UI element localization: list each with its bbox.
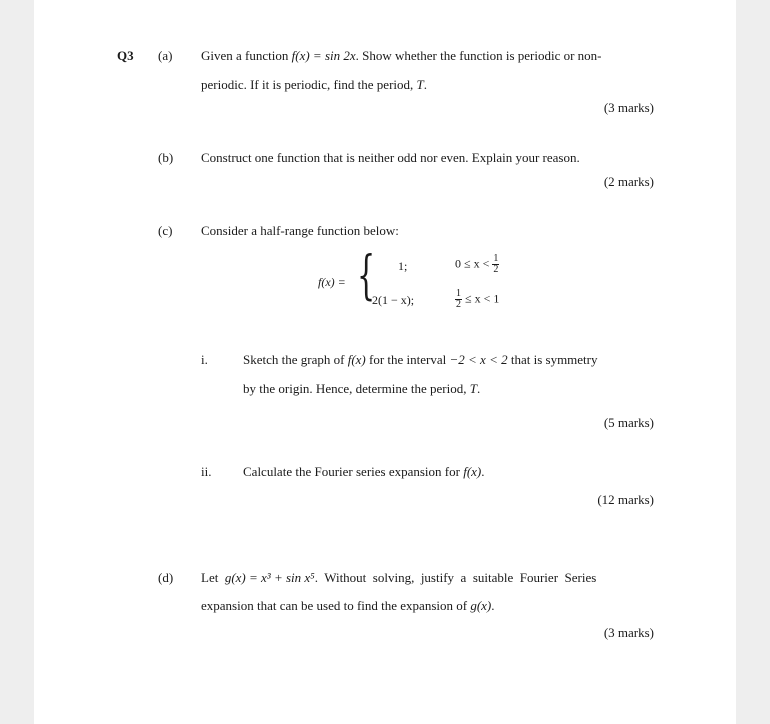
part-a-line1-post: . Show whether the function is periodic or non- — [355, 48, 602, 63]
part-d-line2-function: g(x) — [470, 598, 492, 613]
part-d-marks: (3 marks) — [603, 625, 654, 640]
piece2-fraction-numerator: 1 — [456, 288, 461, 299]
part-c-i-period-symbol: T — [469, 381, 477, 396]
part-a-marks: (3 marks) — [603, 100, 654, 115]
piece2-fraction-denominator: 2 — [456, 299, 461, 310]
piece1-fraction-numerator: 1 — [493, 253, 499, 264]
part-c-i-line2-post: . — [476, 381, 481, 396]
part-a-period-symbol: T — [416, 77, 424, 92]
part-d-line1-pre: Let — [201, 570, 225, 585]
piece1-condition-pre: 0 ≤ x < — [455, 256, 490, 271]
part-c-ii-marks: (12 marks) — [597, 492, 654, 507]
part-d-line2-post: . — [491, 598, 495, 613]
part-c-ii-text — [243, 464, 485, 480]
part-c-i-label: i. — [201, 352, 208, 367]
part-c-i-function: f(x) — [347, 352, 366, 367]
part-b-text: Construct one function that is neither odd nor even. Explain your reason. — [201, 150, 580, 165]
part-a-function: f(x) = sin 2x — [291, 48, 356, 63]
part-c-ii-pre: Calculate the Fourier series expansion for — [243, 464, 464, 479]
part-b-marks: (2 marks) — [603, 174, 654, 189]
piece1-condition — [455, 254, 499, 275]
piece2-fraction — [455, 289, 462, 310]
piece2-condition-post: ≤ x < 1 — [465, 291, 500, 306]
part-c-i-line1-post: that is symmetry — [507, 352, 598, 367]
question-number: Q3 — [117, 48, 134, 63]
part-d-line1-post: . Without solving, justify a suitable Fourier Series — [314, 570, 597, 585]
part-b-label: (b) — [158, 150, 174, 165]
piece1-fraction-denominator: 2 — [493, 264, 499, 275]
part-c-i-marks: (5 marks) — [603, 415, 654, 430]
part-d-line1 — [201, 570, 653, 586]
part-a-line2-pre: periodic. If it is periodic, find the period, — [201, 77, 417, 92]
part-c-ii-post: . — [481, 464, 485, 479]
part-c-intro: Consider a half-range function below: — [201, 223, 399, 238]
part-c-i-line1 — [243, 352, 598, 368]
part-c-label: (c) — [158, 223, 173, 238]
part-c-i-line2 — [243, 381, 480, 397]
part-c-i-line2-pre: by the origin. Hence, determine the period, — [243, 381, 470, 396]
piece1-expression: 1; — [398, 259, 408, 273]
part-d-line2-pre: expansion that can be used to find the expansion of — [201, 598, 471, 613]
piece2-expression: 2(1 − x); — [372, 293, 415, 307]
part-d-label: (d) — [158, 570, 174, 585]
part-a-label: (a) — [158, 48, 173, 63]
piece2-condition — [455, 289, 499, 310]
part-c-i-line1-mid: for the interval — [365, 352, 450, 367]
part-c-ii-label: ii. — [201, 464, 212, 479]
part-c-i-line1-pre: Sketch the graph of — [243, 352, 348, 367]
piecewise-lhs: f(x) = — [318, 275, 346, 289]
part-c-ii-function: f(x) — [463, 464, 482, 479]
part-c-i-interval: −2 < x < 2 — [449, 352, 508, 367]
part-a-line2 — [201, 77, 427, 93]
part-d-function: g(x) = x³ + sin x⁵ — [224, 570, 315, 585]
part-a-line1 — [201, 48, 602, 64]
part-d-line2 — [201, 598, 495, 614]
part-a-line2-post: . — [423, 77, 428, 92]
piecewise-brace: { — [357, 246, 376, 306]
piece1-fraction — [492, 254, 499, 275]
part-a-line1-pre: Given a function — [201, 48, 292, 63]
